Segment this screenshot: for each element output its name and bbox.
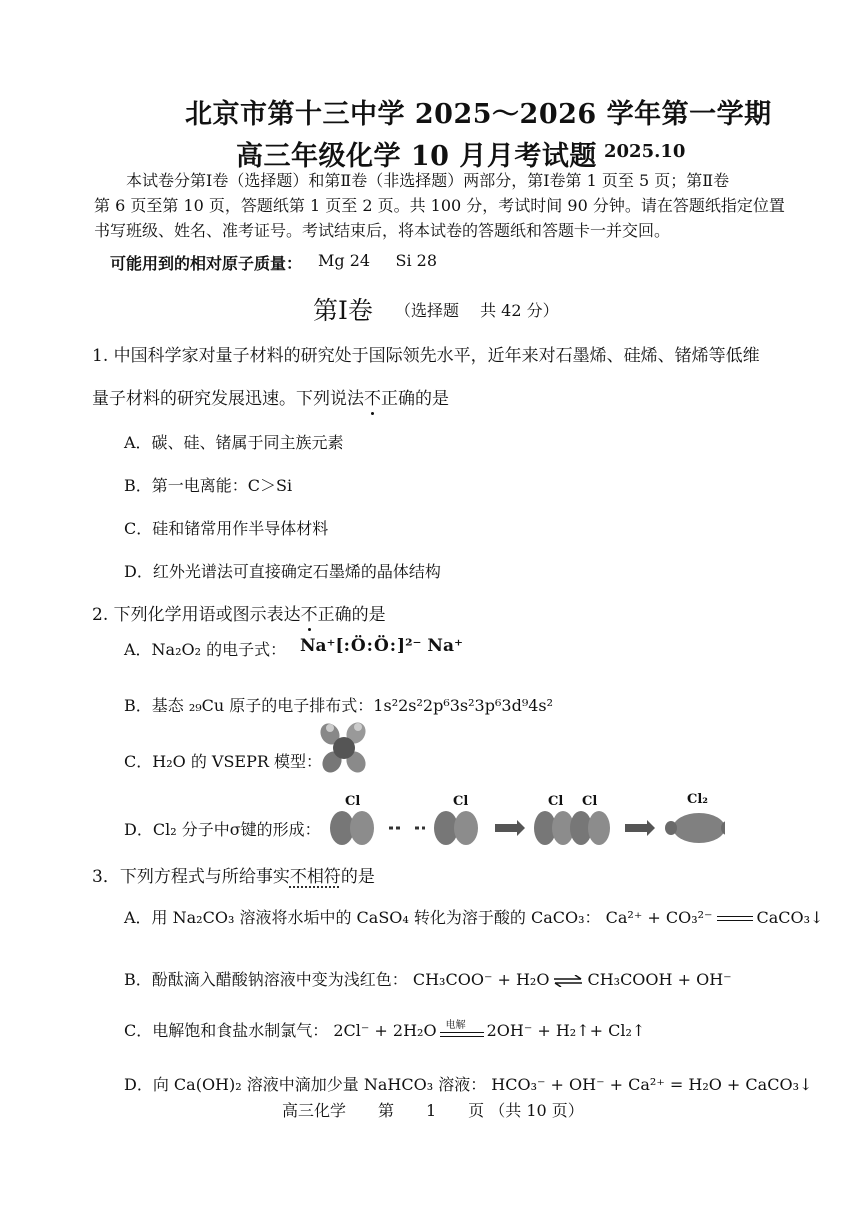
q2-stem-pre: 2. 下列化学用语或图示表达 <box>92 605 301 625</box>
q3-b-eq-right: CH₃COOH + OH⁻ <box>587 970 732 989</box>
q3-option-b <box>124 967 732 990</box>
electrolysis-arrow-icon <box>440 1019 484 1038</box>
q2-option-b: B．基态 ₂₉Cu 原子的电子排布式：1s²2s²2p⁶3s²3p⁶3d⁹4s² <box>124 696 554 715</box>
q2-option-d: D．Cl₂ 分子中σ键的形成： <box>124 820 321 839</box>
atomic-mass-values: Mg 24 Si 28 <box>318 251 438 270</box>
q2-formula-left: Na⁺[ <box>300 636 344 656</box>
page-footer: 高三化学 第 1 页 （共 10 页） <box>282 1101 584 1120</box>
q3-stem <box>92 862 375 887</box>
cl-label-2: Cl <box>453 794 469 809</box>
equilibrium-arrow-icon <box>553 975 583 987</box>
q3-d-eq: HCO₃⁻ + OH⁻ + Ca²⁺ = H₂O + CaCO₃↓ <box>491 1075 813 1094</box>
q1-stem-line2 <box>92 384 449 409</box>
cl2-label: Cl₂ <box>687 792 708 807</box>
equals-double-line-icon <box>717 914 753 924</box>
q3-a-text: A．用 Na₂CO₃ 溶液将水垢中的 CaSO₄ 转化为溶于酸的 CaCO₃： <box>124 908 601 927</box>
q2-option-c: C．H₂O 的 VSEPR 模型： <box>124 752 322 771</box>
q1-stem-line2-pre: 量子材料的研究发展迅速。下列说法 <box>92 389 364 409</box>
q1-option-b: B．第一电离能：C＞Si <box>124 476 293 495</box>
q3-c-eq-right: 2OH⁻ + H₂↑+ Cl₂↑ <box>486 1021 646 1040</box>
q3-option-c <box>124 1018 645 1041</box>
q3-stem-post: 的是 <box>340 867 375 887</box>
q1-option-d: D．红外光谱法可直接确定石墨烯的晶体结构 <box>124 562 441 581</box>
electrolysis-condition: 电解 <box>445 1019 466 1031</box>
q2-option-a-label: A．Na₂O₂ 的电子式： <box>124 640 287 659</box>
q2-formula-right: ]²⁻ Na⁺ <box>397 636 463 656</box>
exam-title-line2: 高三年级化学 10 月月考试题 <box>236 141 597 172</box>
intro-line3: 书写班级、姓名、准考证号。考试结束后，将本试卷的答题纸和答题卡一并交回。 <box>94 221 671 240</box>
q1-option-a: A．碳、硅、锗属于同主族元素 <box>124 433 344 452</box>
q3-b-eq-left: CH₃COO⁻ + H₂O <box>412 970 550 989</box>
q3-option-d <box>124 1072 812 1095</box>
q2-stem-post: 正确的是 <box>317 605 386 625</box>
q3-a-eq-left: Ca²⁺ + CO₃²⁻ <box>605 908 713 927</box>
q1-emphasis-not: 不 <box>364 389 381 409</box>
q3-c-text: C．电解饱和食盐水制氯气： <box>124 1021 329 1040</box>
q3-emphasis-not-match: 不相符 <box>289 867 341 887</box>
sigma-bond-diagram <box>325 794 725 850</box>
q3-stem-pre: 3．下列方程式与所给事实 <box>92 867 290 887</box>
cl-label-1: Cl <box>345 794 361 809</box>
q3-b-text: B．酚酞滴入醋酸钠溶液中变为浅红色： <box>124 970 408 989</box>
intro-line1: 本试卷分第Ⅰ卷（选择题）和第Ⅱ卷（非选择题）两部分，第Ⅰ卷第 1 页至 5 页；第Ⅱ卷 <box>126 171 730 190</box>
q3-c-eq-left: 2Cl⁻ + 2H₂O <box>333 1021 437 1040</box>
exam-date: 2025.10 <box>604 141 686 162</box>
q2-formula-mid: :Ö:Ö: <box>343 636 398 656</box>
q3-a-eq-right: CaCO₃↓ <box>756 908 824 927</box>
section-title: 第Ⅰ卷 <box>313 296 373 325</box>
q2-stem <box>92 600 386 625</box>
atomic-mass-label: 可能用到的相对原子质量： <box>110 254 303 273</box>
q2-emphasis-not: 不 <box>300 605 318 625</box>
q2-na2o2-electron-formula <box>300 636 463 656</box>
q1-option-c: C．硅和锗常用作半导体材料 <box>124 519 329 538</box>
cl-label-3: Cl <box>548 794 564 809</box>
cl-label-4: Cl <box>582 794 598 809</box>
q3-option-a <box>124 905 823 928</box>
vsepr-model-icon <box>312 718 376 778</box>
intro-line2: 第 6 页至第 10 页，答题纸第 1 页至 2 页。共 100 分，考试时间 90 分钟。请在答题纸指定位置 <box>94 196 785 215</box>
exam-title-line1: 北京市第十三中学 2025～2026 学年第一学期 <box>185 99 772 130</box>
q1-stem-line2-post: 正确的是 <box>381 389 449 409</box>
q3-d-text: D．向 Ca(OH)₂ 溶液中滴加少量 NaHCO₃ 溶液： <box>124 1075 487 1094</box>
q1-stem-line1: 1. 中国科学家对量子材料的研究处于国际领先水平，近年来对石墨烯、硅烯、锗烯等低维 <box>92 346 760 366</box>
section-subtitle: （选择题 共 42 分） <box>395 301 559 320</box>
